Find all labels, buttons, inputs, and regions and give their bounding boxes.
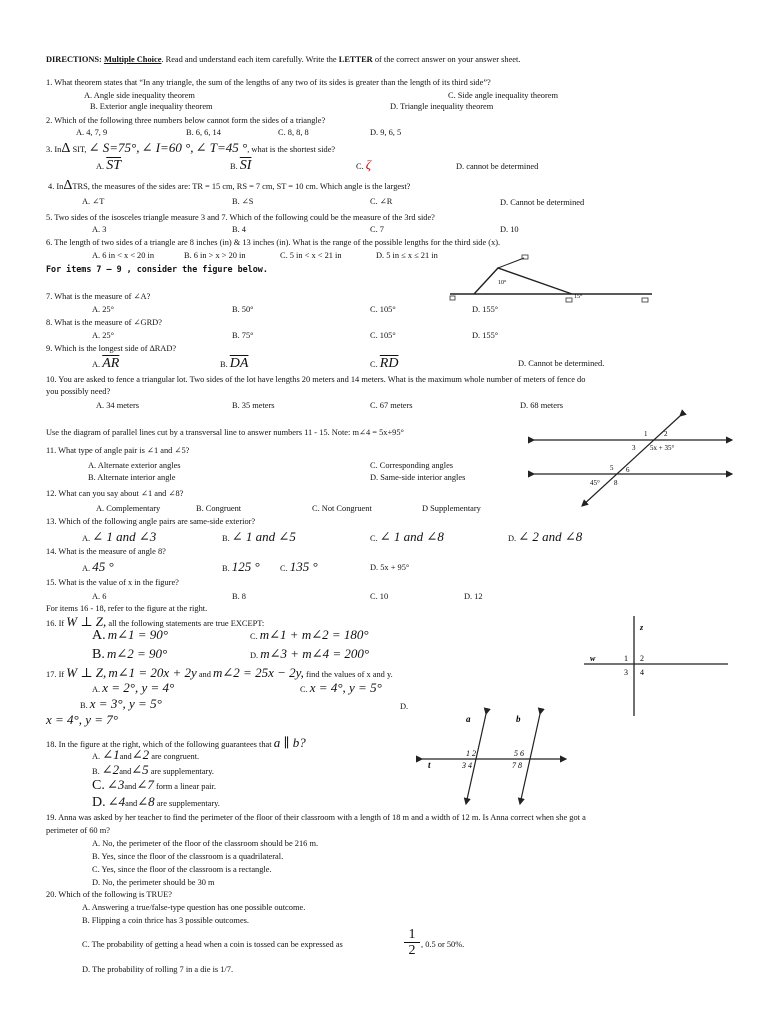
q20-choice-c: C. The probability of getting a head when a coin is tossed can be expressed as — [82, 940, 343, 949]
q18-choice-b: B. ∠2and∠5 are supplementary. — [92, 762, 214, 777]
q8-choice-b: B. 75° — [232, 331, 254, 340]
fig16-label-w: w — [590, 654, 596, 663]
figure-perpendicular-lines — [582, 614, 732, 718]
q11-stem: 11. What type of angle pair is ∠1 and ∠5? — [46, 446, 190, 455]
q2-stem: 2. Which of the following three numbers below cannot form the sides of a triangle? — [46, 116, 326, 125]
q9-choice-c: C. $\overline{RD}$ — [370, 356, 399, 371]
q12-choice-b: B. Congruent — [196, 504, 242, 513]
segment-si: $\overline{SI}$ — [239, 158, 252, 173]
q11-choice-b: B. Alternate interior angle — [88, 473, 176, 482]
q14-choice-b: B. 125 ° — [222, 559, 260, 574]
q13-choice-d: D. ∠ 2 and ∠8 — [508, 529, 583, 544]
q17-choice-b: B. x = 3°, y = 5° — [80, 696, 162, 711]
q3-triangle: Δ — [61, 141, 71, 156]
segment-st: $\overline{ST}$ — [106, 158, 122, 173]
q10-choice-d: D. 68 meters — [520, 401, 564, 410]
q20-choice-b: B. Flipping a coin thrice has 3 possible outcomes. — [82, 916, 250, 925]
q15-stem: 15. What is the value of x in the figure? — [46, 578, 179, 587]
q3-angle-i: ∠ I=60 °, — [141, 140, 194, 155]
q1-choice-a: A. Angle side inequality theorem — [84, 91, 195, 100]
q3-choice-b: B. $\overline{SI}$ — [230, 158, 252, 173]
q13-choice-a: A. ∠ 1 and ∠3 — [82, 529, 157, 544]
figure-parallel-lines-ab — [420, 710, 570, 808]
q10-stem-2: you possibly need? — [46, 387, 111, 396]
q9-stem: 9. Which is the longest side of ∆RAD? — [46, 344, 177, 353]
q19-choice-d: D. No, the perimeter should be 30 m — [92, 878, 215, 887]
q7-choice-b: B. 50° — [232, 305, 254, 314]
q13-stem: 13. Which of the following angle pairs are same-side exterior? — [46, 517, 256, 526]
q2-choice-d: D. 9, 6, 5 — [370, 128, 402, 137]
fig18-label-34: 3 4 — [462, 761, 472, 770]
q3-angle-s: ∠ S=75°, — [88, 140, 140, 155]
q20-choice-c-tail: , 0.5 or 50%. — [421, 940, 465, 949]
figure-triangle-rad — [446, 254, 656, 304]
q14-choice-a: A. 45 ° — [82, 559, 114, 574]
q12-choice-d: D Supplementary — [422, 504, 481, 513]
fig1115-label-4-expr: 5x + 35° — [650, 444, 675, 452]
q10-choice-b: B. 35 meters — [232, 401, 275, 410]
q16-choice-c: C. m∠1 + m∠2 = 180° — [250, 627, 369, 642]
fig16-label-1: 1 — [624, 654, 628, 663]
q18-choice-a: A. ∠1and∠2 are congruent. — [92, 747, 200, 762]
q12-choice-c: C. Not Congruent — [312, 504, 372, 513]
fig1115-label-1: 1 — [644, 430, 648, 438]
q15-choice-a: A. 6 — [92, 592, 107, 601]
q2-choice-a: A. 4, 7, 9 — [76, 128, 108, 137]
q11-choice-d: D. Same-side interior angles — [370, 473, 466, 482]
q5-choice-d: D. 10 — [500, 225, 519, 234]
q1-choice-c: C. Side angle inequality theorem — [448, 91, 559, 100]
q7-choice-d: D. 155° — [472, 305, 499, 314]
q4-stem: 4. InΔTRS, the measures of the sides are: TR = 15 cm, RS = 7 cm, ST = 10 cm. Which angle is the largest? — [48, 178, 411, 193]
q18-choice-c: C. ∠3and∠7 form a linear pair. — [92, 777, 216, 793]
fig18-label-a: a — [466, 714, 471, 724]
q8-choice-d: D. 155° — [472, 331, 499, 340]
directions-letter: LETTER — [338, 55, 373, 64]
q9-choice-d: D. Cannot be determined. — [518, 359, 605, 368]
q2-choice-c: C. 8, 8, 8 — [278, 128, 309, 137]
directions-label: DIRECTIONS: — [46, 55, 102, 64]
fig16-label-2: 2 — [640, 654, 644, 663]
zeta-symbol: ζ — [365, 157, 372, 172]
q15-choice-b: B. 8 — [232, 592, 246, 601]
fig79-label-right: 15° — [574, 294, 583, 300]
q3-stem — [46, 141, 335, 157]
q17-choice-a: A. x = 2°, y = 4° — [92, 680, 175, 695]
q3-num: 3. In — [46, 145, 62, 154]
fig18-label-56: 5 6 — [514, 749, 524, 758]
fig79-label-top: 10° — [498, 280, 507, 286]
q14-stem: 14. What is the measure of angle 8? — [46, 547, 166, 556]
q16-relation: W ⊥ Z, — [66, 614, 107, 629]
q3-angle-t: ∠ T=45 ° — [195, 140, 248, 155]
q16-choice-b: B. m∠2 = 90° — [92, 646, 168, 662]
q18-stem: 18. In the figure at the right, which of the following guarantees that a ∥ b? — [46, 735, 306, 750]
use-diagram-11-15: Use the diagram of parallel lines cut by a transversal line to answer numbers 11 - 15. Note: m∠4 = 5x+95° — [46, 428, 404, 437]
q2-choice-b: B. 6, 6, 14 — [186, 128, 221, 137]
items-7-9-heading: For items 7 – 9 , consider the figure below. — [46, 264, 268, 274]
q9-choice-a: A. $\overline{AR}$ — [92, 356, 120, 371]
q1-stem: 1. What theorem states that “In any triangle, the sum of the lengths of any two of its sides is greater than the length of its third side”? — [46, 78, 491, 87]
q8-stem: 8. What is the measure of ∠GRD? — [46, 318, 162, 327]
q3-choice-c: C. ζ — [356, 157, 372, 172]
q20-choice-d: D. The probability of rolling 7 in a die is 1/7. — [82, 965, 234, 974]
q19-choice-b: B. Yes, since the floor of the classroom is a quadrilateral. — [92, 852, 284, 861]
q6-stem: 6. The length of two sides of a triangle are 8 inches (in) & 13 inches (in). What is the range of the possible lengths for the third side (x). — [46, 238, 501, 247]
q10-stem-1: 10. You are asked to fence a triangular lot. Two sides of the lot have lengths 20 meters and 14 meters. What is the maximum whole number of meters of fence do — [46, 375, 586, 384]
q7-choice-c: C. 105° — [370, 305, 396, 314]
q4-triangle: Δ — [63, 178, 73, 193]
directions-text2: of the correct answer on your answer sheet. — [372, 55, 521, 64]
q15-choice-c: C. 10 — [370, 592, 389, 601]
q19-choice-a: A. No, the perimeter of the floor of the classroom should be 216 m. — [92, 839, 319, 848]
q10-choice-c: C. 67 meters — [370, 401, 413, 410]
fig1115-label-7: 45° — [590, 479, 600, 487]
fig18-label-12: 1 2 — [466, 749, 476, 758]
q11-choice-c: C. Corresponding angles — [370, 461, 454, 470]
fig1115-label-6: 6 — [626, 466, 630, 474]
q5-choice-c: C. 7 — [370, 225, 384, 234]
directions-type: Multiple Choice — [103, 55, 162, 64]
q19-stem-1: 19. Anna was asked by her teacher to find the perimeter of the floor of their classroom with a length of 18 m and a width of 12 m. Is Anna correct when she got a — [46, 813, 586, 822]
q18-relation: a ∥ b? — [273, 735, 306, 750]
q17-choice-d-value: x = 4°, y = 7° — [46, 712, 118, 727]
q6-choice-c: C. 5 in < x < 21 in — [280, 251, 342, 260]
q8-choice-c: C. 105° — [370, 331, 396, 340]
q16-choice-d: D. m∠3 + m∠4 = 200° — [250, 646, 370, 661]
items-16-18-heading: For items 16 - 18, refer to the figure at the right. — [46, 604, 208, 613]
q11-choice-a: A. Alternate exterior angles — [88, 461, 181, 470]
figure-parallel-transversal — [530, 412, 740, 512]
q19-stem-2: perimeter of 60 m? — [46, 826, 110, 835]
q13-choice-b: B. ∠ 1 and ∠5 — [222, 529, 296, 544]
directions — [46, 55, 520, 65]
q4-choice-b: B. ∠S — [232, 197, 254, 206]
segment-da: $\overline{DA}$ — [229, 356, 249, 371]
q4-choice-a: A. ∠T — [82, 197, 105, 206]
segment-rd: $\overline{RD}$ — [379, 356, 399, 371]
q17-stem: 17. If W ⊥ Z, m∠1 = 20x + 2y and m∠2 = 25x − 2y, find the values of x and y. — [46, 665, 393, 680]
q1-choice-b: B. Exterior angle inequality theorem — [90, 102, 213, 111]
q12-stem: 12. What can you say about ∠1 and ∠8? — [46, 489, 184, 498]
q4-choice-c: C. ∠R — [370, 197, 393, 206]
fig18-label-78: 7 8 — [512, 761, 522, 770]
fraction-one-half — [404, 928, 420, 959]
q3-name: SIT, — [70, 145, 87, 154]
q20-stem: 20. Which of the following is TRUE? — [46, 890, 172, 899]
q19-choice-c: C. Yes, since the floor of the classroom is a rectangle. — [92, 865, 272, 874]
q18-choice-d: D. ∠4and∠8 are supplementary. — [92, 794, 220, 810]
fig1115-label-2: 2 — [664, 430, 668, 438]
q3-choice-d: D. cannot be determined — [456, 162, 539, 171]
q10-choice-a: A. 34 meters — [96, 401, 140, 410]
q20-choice-a: A. Answering a true/false-type question has one possible outcome. — [82, 903, 306, 912]
q8-choice-a: A. 25° — [92, 331, 114, 340]
q15-choice-d: D. 12 — [464, 592, 483, 601]
q17-choice-c: C. x = 4°, y = 5° — [300, 680, 382, 695]
q3-tail: , what is the shortest side? — [247, 145, 336, 154]
q13-choice-c: C. ∠ 1 and ∠8 — [370, 529, 444, 544]
q7-choice-a: A. 25° — [92, 305, 114, 314]
q16-choice-a: A. m∠1 = 90° — [92, 627, 168, 643]
q5-choice-a: A. 3 — [92, 225, 107, 234]
fig18-label-t: t — [428, 760, 431, 770]
fig16-label-z: z — [640, 623, 644, 632]
q1-choice-d: D. Triangle inequality theorem — [390, 102, 494, 111]
q14-choice-d: D. 5x + 95° — [370, 563, 410, 572]
q4-choice-d: D. Cannot be determined — [500, 198, 585, 207]
q5-stem: 5. Two sides of the isosceles triangle measure 3 and 7. Which of the following could be the measure of the 3rd side? — [46, 213, 435, 222]
q17-eq1: m∠1 = 20x + 2y — [108, 665, 197, 680]
fig1115-label-3: 3 — [632, 444, 636, 452]
q17-choice-d-label: D. — [400, 702, 409, 711]
q17-eq2: m∠2 = 25x − 2y, — [213, 665, 304, 680]
fig18-label-b: b — [516, 714, 521, 724]
q3-choice-a: A. $\overline{ST}$ — [96, 158, 122, 173]
q14-choice-c: C. 135 ° — [280, 559, 318, 574]
fig1115-label-5: 5 — [610, 464, 614, 472]
fig1115-label-8: 8 — [614, 479, 618, 487]
q9-choice-b: B. $\overline{DA}$ — [220, 356, 249, 371]
q16-stem: 16. If W ⊥ Z, all the following statements are true EXCEPT: — [46, 614, 265, 629]
fig16-label-4: 4 — [640, 668, 644, 677]
q12-choice-a: A. Complementary — [96, 504, 161, 513]
directions-text1: . Read and understand each item carefully. Write the — [161, 55, 339, 64]
q7-stem: 7. What is the measure of ∠A? — [46, 292, 151, 301]
fig16-label-3: 3 — [624, 668, 628, 677]
segment-ar: $\overline{AR}$ — [102, 356, 120, 371]
q6-choice-a: A. 6 in < x < 20 in — [92, 251, 155, 260]
fraction-numerator: 1 — [404, 928, 420, 943]
fraction-denominator: 2 — [408, 943, 416, 958]
q5-choice-b: B. 4 — [232, 225, 246, 234]
q6-choice-b: B. 6 in > x > 20 in — [184, 251, 246, 260]
q6-choice-d: D. 5 in ≤ x ≤ 21 in — [376, 251, 438, 260]
